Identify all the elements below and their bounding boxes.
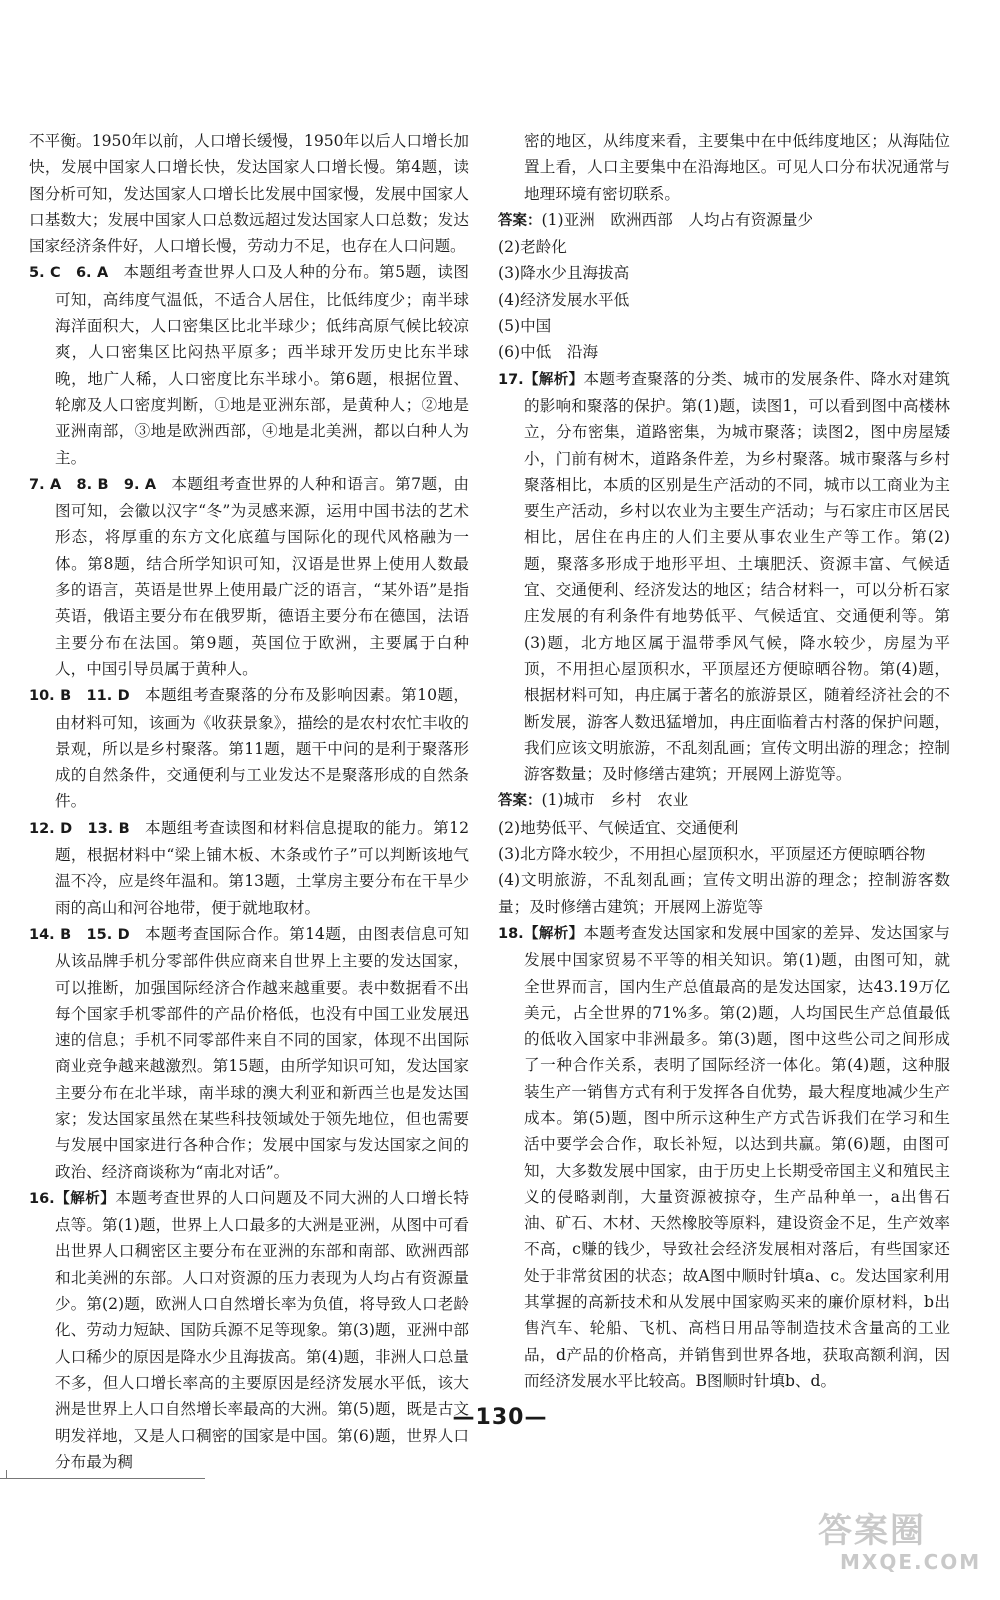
- right-column: [498, 128, 950, 1394]
- q16-explanation: 16.【解析】本题考查世界的人口问题及不同大洲的人口增长特点等。第(1)题，世界上人口最多的大洲是亚洲，从图中可看出世界人口稠密区主要分布在亚洲的东部和南部、欧洲西部和北美洲的东部。人口对资源的压力表现为人均占有资源量少。第(2)题，欧洲人口自然增长率为负值，将导致人口老龄化、劳动力短缺、国防兵源不足等现象。第(3)题，亚洲中部人口稀少的原因是降水少且海拔高。第(4)题，非洲人口总量不多，但人口增长率高的主要原因是经济发展水平低，该大洲是世界上人口自然增长率最高的大洲。第(5)题，既是古文明发祥地，又是人口稠密的国家是中国。第(6)题，世界人口分布最为稠: [29, 1188, 469, 1471]
- q14-15-explanation: 14. B 15. D 本题考查国际合作。第14题，由图表信息可知从该品牌手机分零部件供应商来自世界上主要的发达国家，可以推断，加强国际经济合作越来越重要。表中数据看不出每个国家手机零部件的产品价格低，也没有中国工业发展迅速的信息；手机不同零部件来自不同的国家，体现不出国际商业竞争越来越激烈。第15题，由所学知识可知，发达国家主要分布在北半球，南半球的澳大利亚和新西兰也是发达国家；发达国家虽然在某些科技领域处于领先地位，但也需要与发展中国家进行各种合作；发展中国家与发达国家之间的政治、经济商谈称为“南北对话”。: [29, 924, 470, 1181]
- q17-answer-4: (4)文明旅游，不乱刻乱画；宣传文明出游的理念；控制游客数量；及时修缮古建筑；开展网上游览等: [498, 871, 950, 916]
- q5-6-answers: 5. C 6. A: [29, 265, 124, 282]
- site-watermark: [818, 1511, 982, 1582]
- q17-label: 17.【解析】: [498, 371, 584, 388]
- answer-label: 答案：: [498, 793, 542, 810]
- q5-6-explanation: 5. C 6. A 本题组考查世界人口及人种的分布。第5题，读图可知，高纬度气温低，不适合人居住，比低纬度少；南半球海洋面积大，人口密集区比北半球少；低纬高原气候比较凉爽，人口密集区比闷热平原多；西半球开发历史比东半球晚，地广人稀，人口密度比东半球小。第6题，根据位置、轮廓及人口密度判断，①地是亚洲东部，是黄种人；②地是亚洲南部，③地是欧洲西部，④地是北美洲，都以白种人为主。: [29, 263, 470, 467]
- q7-9-answers: 7. A 8. B 9. A: [29, 476, 172, 493]
- q14-15-answers: 14. B 15. D: [29, 926, 146, 943]
- q12-13-explanation: 12. D 13. B 本题组考查读图和材料信息提取的能力。第12题，根据材料中“梁上铺木板、木条或竹子”可以判断该地气温不冷，应是终年温和。第13题，土掌房主要分布在干旱少雨的高山和河谷地带，便于就地取材。: [29, 818, 470, 917]
- q4-explanation-continued: 不平衡。1950年以前，人口增长缓慢，1950年以后人口增长加快，发展中国家人口增长快，发达国家人口增长慢。第4题，读图分析可知，发达国家人口增长比发展中国家慢，发展中国家人口基数大；发展中国家人口总数远超过发达国家人口总数；发达国家经济条件好，人口增长慢，劳动力不足，也存在人口问题。: [29, 132, 469, 256]
- q10-11-explanation: 10. B 11. D 本题组考查聚落的分布及影响因素。第10题，由材料可知，该画为《收获景象》，描绘的是农村农忙丰收的景观，所以是乡村聚落。第11题，题干中问的是利于聚落形成的自然条件，交通便利与工业发达不是聚落形成的自然条件。: [29, 686, 470, 811]
- q18-label: 18.【解析】: [498, 925, 584, 942]
- q16-answer-6: (6)中低 沿海: [498, 343, 599, 362]
- q7-9-explanation: 7. A 8. B 9. A 本题组考查世界的人种和语言。第7题，由图可知，会徽以汉字“冬”为灵感来源，运用中国书法的艺术形态，将厚重的东方文化底蕴与国际化的现代风格融为一体。第8题，结合所学知识可知，汉语是世界上使用人数最多的语言，英语是世界上使用最广泛的语言，“某外语”是指英语，俄语主要分布在俄罗斯，德语主要分布在德国，法语主要分布在法国。第9题，英国位于欧洲，主要属于白种人，中国引导员属于黄种人。: [29, 474, 469, 678]
- watermark-en: MXQE.COM: [840, 1550, 982, 1574]
- q10-11-answers: 10. B 11. D: [29, 688, 146, 705]
- q16-answer-1: 答案：(1)亚洲 欧洲西部 人均占有资源量少: [498, 210, 814, 229]
- page-number: —130—: [452, 1405, 548, 1430]
- q17-answer-1: 答案：(1)城市 乡村 农业: [498, 791, 689, 810]
- q17-answer-2: (2)地势低平、气候适宜、交通便利: [498, 818, 739, 837]
- answer-label: 答案：: [498, 212, 542, 229]
- q12-13-answers: 12. D 13. B: [29, 820, 146, 837]
- q16-answer-2: (2)老龄化: [498, 238, 567, 257]
- footer-rule: [0, 1478, 205, 1479]
- q17-explanation: 17.【解析】本题考查聚落的分类、城市的发展条件、降水对建筑的影响和聚落的保护。第(1)题，读图1，可以看到图中高楼林立，分布密集，道路密集，为城市聚落；读图2，图中房屋矮小，门前有树木，道路条件差，为乡村聚落。城市聚落与乡村聚落相比，本质的区别是生产活动的不同，城市以工商业为主要生产活动，乡村以农业为主要生产活动；与石家庄市区居民相比，居住在冉庄的人们主要从事农业生产等工作。第(2)题，聚落多形成于地形平坦、土壤肥沃、资源丰富、气候适宜、交通便利、经济发达的地区；结合材料一，可以分析石家庄发展的有利条件有地势低平、气候适宜、交通便利等。第(3)题，北方地区属于温带季风气候，降水较少，房屋为平顶，不用担心屋顶积水，平顶屋还方便晾晒谷物。第(4)题，根据材料可知，冉庄属于著名的旅游景区，随着经济社会的不断发展，游客人数迅猛增加，冉庄面临着古村落的保护问题，我们应该文明旅游，不乱刻乱画；宣传文明出游的理念；控制游客数量；及时修缮古建筑；开展网上游览等。: [498, 369, 950, 784]
- q16-explanation-continued: 密的地区，从纬度来看，主要集中在中低纬度地区；从海陆位置上看，人口主要集中在沿海地区。可见人口分布状况通常与地理环境有密切联系。: [524, 132, 950, 203]
- q16-answer-5: (5)中国: [498, 317, 552, 336]
- q17-answer-3: (3)北方降水较少，不用担心屋顶积水，平顶屋还方便晾晒谷物: [498, 845, 926, 864]
- q16-answer-3: (3)降水少且海拔高: [498, 264, 630, 283]
- q16-label: 16.【解析】: [29, 1190, 116, 1207]
- q16-answer-4: (4)经济发展水平低: [498, 290, 630, 309]
- q18-explanation: 18.【解析】本题考查发达国家和发展中国家的差异、发达国家与发展中国家贸易不平等的相关知识。第(1)题，由图可知，就全世界而言，国内生产总值最高的是发达国家，达43.19万亿美元，占全世界的71%多。第(2)题，人均国民生产总值最低的低收入国家中非洲最多。第(3)题，图中这些公司之间形成了一种合作关系，表明了国际经济一体化。第(4)题，这种服装生产一销售方式有利于发挥各自优势，最大程度地减少生产成本。第(5)题，图中所示这种生产方式告诉我们在学习和生活中要学会合作，取长补短，以达到共赢。第(6)题，由图可知，大多数发展中国家，由于历史上长期受帝国主义和殖民主义的侵略剥削，大量资源被掠夺，生产品种单一，a出售石油、矿石、木材、天然橡胶等原料，建设资金不足，生产效率不高，c赚的钱少，导致社会经济发展相对落后，有些国家还处于非常贫困的状态；故A图中顺时针填a、c。发达国家利用其掌握的高新技术和从发展中国家购买来的廉价原材料，b出售汽车、轮船、飞机、高档日用品等制造技术含量高的工业品，d产品的价格高，并销售到世界各地，获取高额利润，因而经济发展水平比较高。B图顺时针填b、d。: [498, 923, 950, 1390]
- watermark-cn: 答案圈: [818, 1511, 926, 1551]
- left-column: [29, 128, 469, 1475]
